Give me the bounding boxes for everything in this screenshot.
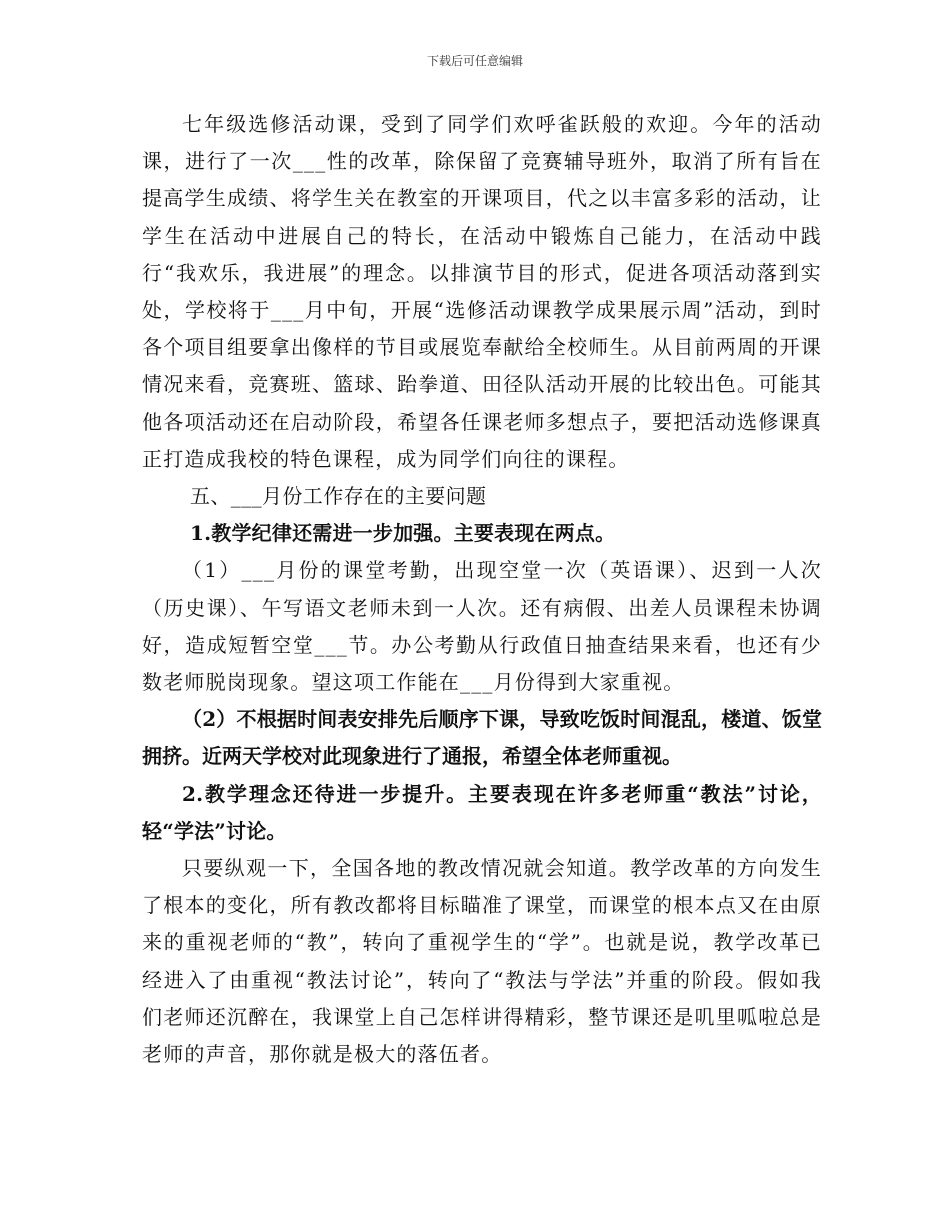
paragraph-activity-course: 七年级选修活动课，受到了同学们欢呼雀跃般的欢迎。今年的活动课，进行了一次___性的改革，除保留了竞赛辅导班外，取消了所有旨在提高学生成绩、将学生关在教室的开课项目，代之以丰富多彩的活动，让学生在活动中进展自己的特长，在活动中锻炼自己能力，在活动中践行“我欢乐，我进展”的理念。以排演节目的形式，促进各项活动落到实处，学校将于___月中旬，开展“选修活动课教学成果展示周”活动，到时各个项目组要拿出像样的节目或展览奉献给全校师生。从目前两周的开课情况来看，竞赛班、篮球、跆拳道、田径队活动开展的比较出色。可能其他各项活动还在启动阶段，希望各任课老师多想点子，要把活动选修课真正打造成我校的特色课程，成为同学们向往的课程。	[142, 112, 822, 471]
paragraph-attendance: （1）___月份的课堂考勤，出现空堂一次（英语课）、迟到一人次（历史课）、午写语文老师未到一人次。还有病假、出差人员课程未协调好，造成短暂空堂___节。办公考勤从行政值日抽查结果来看，也还有少数老师脱岗现象。望这项工作能在___月份得到大家重视。	[142, 558, 822, 695]
paragraph-reform-direction: 只要纵观一下，全国各地的教改情况就会知道。教学改革的方向发生了根本的变化，所有教改都将目标瞄准了课堂，而课堂的根本点又在由原来的重视老师的“教”，转向了重视学生的“学”。也就是说，教学改革已经进入了由重视“教法讨论”，转向了“教法与学法”并重的阶段。假如我们老师还沉醉在，我课堂上自己怎样讲得精彩，整节课还是叽里呱啦总是老师的声音，那你就是极大的落伍者。	[142, 856, 822, 1067]
subheading-teaching-discipline: 1.教学纪律还需进一步加强。主要表现在两点。	[190, 521, 616, 546]
paragraph-dismissal-order: （2）不根据时间表安排先后顺序下课，导致吃饭时间混乱，楼道、饭堂拥挤。近两天学校对此现象进行了通报，希望全体老师重视。	[142, 707, 822, 769]
subheading-teaching-philosophy: 2.教学理念还待进一步提升。主要表现在许多老师重“教法”讨论，轻“学法”讨论。	[142, 781, 822, 843]
document-body	[142, 106, 822, 1073]
page-header: 下载后可任意编辑	[426, 54, 523, 68]
section-heading-problems: 五、___月份工作存在的主要问题	[190, 484, 487, 509]
